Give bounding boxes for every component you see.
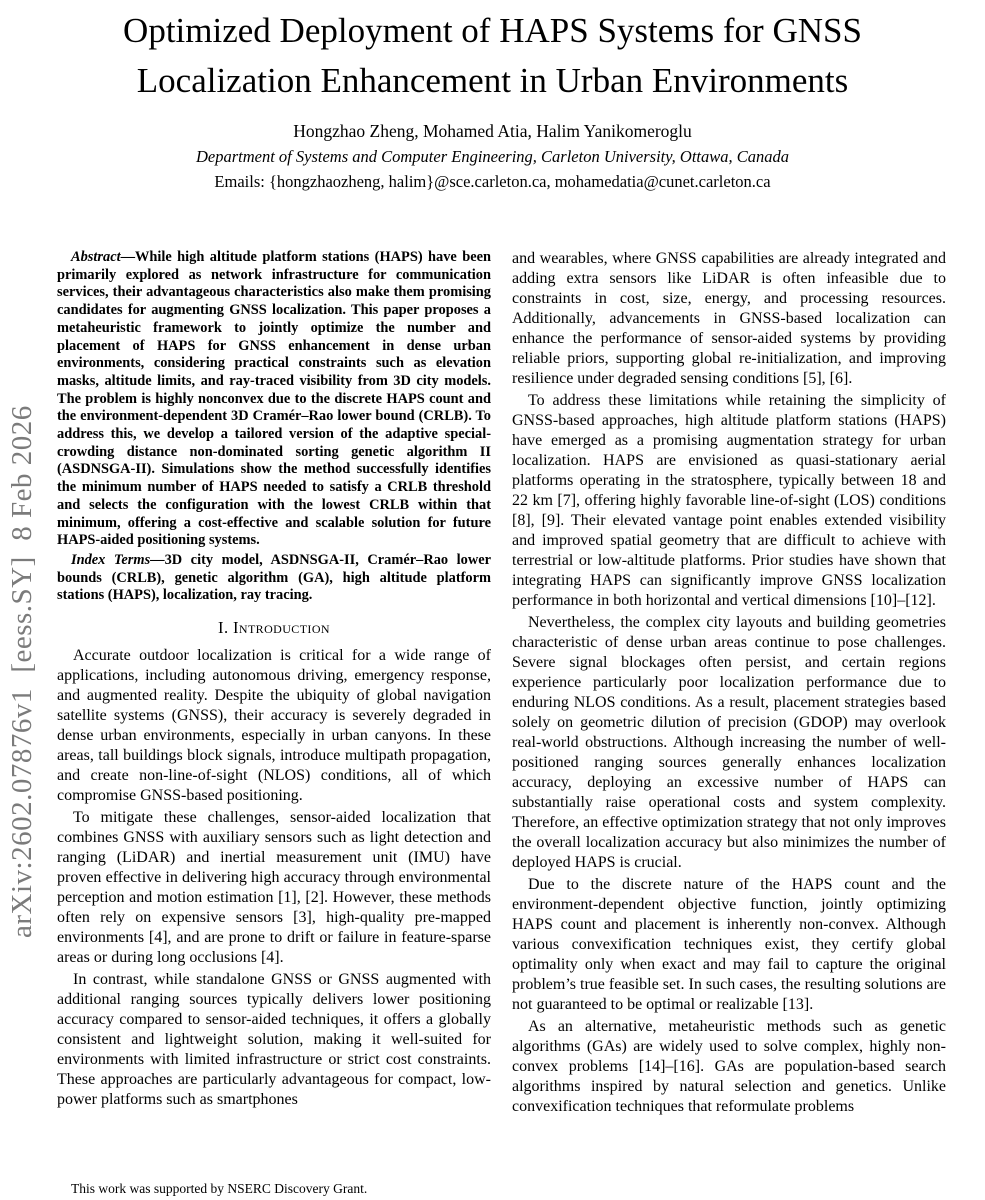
abstract-label: Abstract	[71, 249, 121, 265]
body-paragraph: Accurate outdoor localization is critical for a wide range of applications, including autonomous driving, emergency response, and augmented reality. Despite the ubiquity of global navigation satellite systems (GNSS), their accuracy is severely degraded in dense urban environments, especially in urban canyons. In these areas, tall buildings block signals, introduce multipath propagation, and create non-line-of-sight (NLOS) conditions, all of which compromise GNSS-based positioning.	[57, 647, 491, 805]
body-paragraph: To address these limitations while retaining the simplicity of GNSS-based approaches, high altitude platform stations (HAPS) have emerged as a promising augmentation strategy for urban localization. HAPS are envisioned as quasi-stationary aerial platforms operating in the stratosphere, typically between 18 and 22 km [7], offering highly favorable line-of-sight (LOS) conditions [8], [9]. Their elevated vantage point enables extended visibility and improved spatial geometry that are difficult to achieve with terrestrial or low-altitude platforms. Prior studies have shown that integrating HAPS can significantly improve GNSS localization performance in both horizontal and vertical dimensions [10]–[12].	[512, 392, 946, 609]
author-list: Hongzhao Zheng, Mohamed Atia, Halim Yanikomeroglu	[293, 121, 692, 142]
paper-header	[0, 0, 985, 192]
body-paragraph: As an alternative, metaheuristic methods such as genetic algorithms (GAs) are widely used to solve complex, highly non-convex problems [14]–[16]. GAs are population-based search algorithms inspired by natural selection and genetics. Unlike convexification techniques that reformulate problems	[512, 1018, 946, 1115]
index-terms-label: Index Terms	[71, 551, 151, 568]
section-heading-introduction: I. Introduction	[218, 618, 330, 638]
right-column	[512, 249, 946, 1119]
author-emails: Emails: {hongzhaozheng, halim}@sce.carleton.ca, mohamedatia@cunet.carleton.ca	[214, 172, 771, 192]
funding-footnote: This work was supported by NSERC Discovery Grant.	[71, 1181, 368, 1196]
body-paragraph: Nevertheless, the complex city layouts and building geometries characteristic of dense urban areas continue to pose challenges. Severe signal blockages often persist, and certain regions experience particularly poor localization performance due to enduring NLOS conditions. As a result, placement strategies based solely on geometric dilution of precision (GDOP) may overlook real-world obstructions. Although increasing the number of well-positioned ranging sources generally enhances localization accuracy, deploying an excessive number of HAPS can substantially raise operational costs and system complexity. Therefore, an effective optimization strategy that not only improves the overall localization accuracy but also minimizes the number of deployed HAPS is crucial.	[512, 614, 946, 871]
body-paragraph: In contrast, while standalone GNSS or GNSS augmented with additional ranging sources typically delivers lower positioning accuracy compared to sensor-aided techniques, it offers a globally consistent and lightweight solution, making it well-suited for environments with limited infrastructure or strict cost constraints. These approaches are particularly advantageous for compact, low-power platforms such as smartphones	[57, 971, 491, 1109]
left-column	[57, 249, 491, 1112]
paper-title	[0, 6, 985, 105]
abstract	[57, 249, 491, 550]
index-terms-text: —3D city model, ASDNSGA-II, Cramér–Rao lower bounds (CRLB), genetic algorithm (GA), high altitude platform stations (HAPS), localization, ray tracing.	[57, 551, 491, 604]
body-paragraph: To mitigate these challenges, sensor-aided localization that combines GNSS with auxiliary sensors such as light detection and ranging (LiDAR) and inertial measurement unit (IMU) have proven effective in delivering high accuracy through environmental perception and motion estimation [1], [2]. However, these methods often rely on expensive sensors [3], high-quality pre-mapped environments [4], and are prone to drift or failure in feature-sparse areas or during long occlusions [4].	[57, 809, 491, 967]
paper-title-line-2: Localization Enhancement in Urban Environments	[136, 60, 849, 100]
affiliation: Department of Systems and Computer Engineering, Carleton University, Ottawa, Canada	[195, 147, 790, 167]
arxiv-watermark: arXiv:2602.07876v1 [eess.SY] 8 Feb 2026	[6, 405, 38, 938]
paper-title-line-1: Optimized Deployment of HAPS Systems for GNSS	[123, 11, 862, 50]
body-paragraph: Due to the discrete nature of the HAPS count and the environment-dependent objective function, jointly optimizing HAPS count and placement is inherently non-convex. Although various convexification techniques exist, they certify global optimality only when exact and may fail to capture the original problem’s true feasible set. In such cases, the resulting solutions are not guaranteed to be optimal or realizable [13].	[512, 876, 946, 1013]
body-paragraph-continuation: and wearables, where GNSS capabilities are already integrated and adding extra sensors like LiDAR is often infeasible due to constraints in cost, size, energy, and processing resources. Additionally, advancements in GNSS-based localization can enhance the performance of sensor-aided systems by providing reliable priors, supporting global re-initialization, and improving resilience under degraded sensing conditions [5], [6].	[512, 250, 946, 387]
abstract-text: —While high altitude platform stations (HAPS) have been primarily explored as network infrastructure for communication services, their advantageous characteristics also make them promising candidates for augmenting GNSS localization. This paper proposes a metaheuristic framework to jointly optimize the number and placement of HAPS for GNSS enhancement in dense urban environments, considering practical constraints such as elevation masks, altitude limits, and ray-traced visibility from 3D city models. The problem is highly nonconvex due to the discrete HAPS count and the environment-dependent 3D Cramér–Rao lower bound (CRLB). To address this, we develop a tailored version of the adaptive special-crowding distance non-dominated sorting genetic algorithm II (ASDNSGA-II). Simulations show the method successfully identifies the minimum number of HAPS needed to satisfy a CRLB threshold and selects the configuration with the lowest CRLB within that minimum, offering a cost-effective and scalable solution for future HAPS-aided positioning systems.	[57, 249, 491, 549]
index-terms	[57, 552, 491, 605]
